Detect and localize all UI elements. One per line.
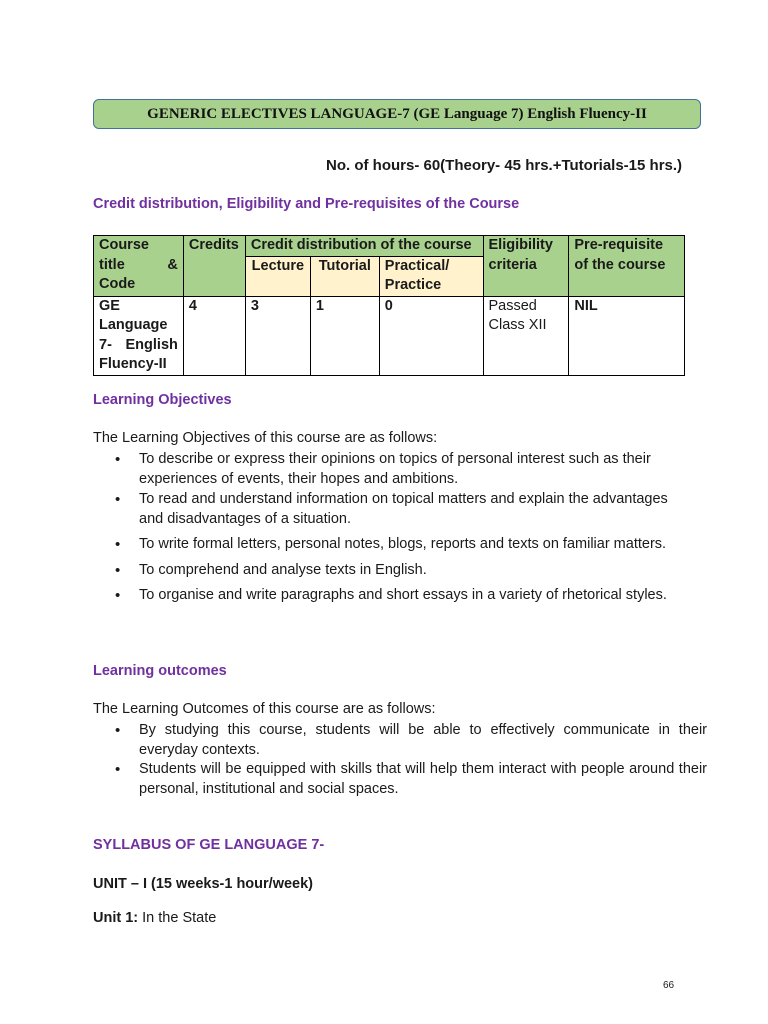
- cell-tutorial: 1: [310, 296, 379, 375]
- course-title: GENERIC ELECTIVES LANGUAGE-7 (GE Language 7) English Fluency-II: [147, 105, 647, 122]
- cell-prerequisite: NIL: [569, 296, 685, 375]
- list-item: • To describe or express their opinions on topics of personal interest such as their experiences of events, their hopes and ambitions.: [93, 450, 693, 489]
- cell-eligibility: Passed Class XII: [483, 296, 569, 375]
- cell-lecture: 3: [245, 296, 310, 375]
- list-item: • By studying this course, students will be able to effectively communicate in their everyday contexts.: [93, 721, 707, 760]
- header-eligibility: Eligibility criteria: [483, 236, 569, 297]
- header-lecture: Lecture: [245, 256, 310, 296]
- syllabus-heading: SYLLABUS OF GE LANGUAGE 7-: [93, 837, 325, 853]
- page-number: 66: [663, 980, 675, 991]
- outcomes-list: [93, 721, 707, 799]
- list-item: • To organise and write paragraphs and short essays in a variety of rhetorical styles.: [93, 586, 693, 606]
- header-credit-distribution: Credit distribution of the course: [245, 236, 483, 257]
- objectives-intro: The Learning Objectives of this course are as follows:: [93, 430, 438, 446]
- header-practical: Practical/ Practice: [379, 256, 483, 296]
- header-prerequisite: Pre-requisite of the course: [569, 236, 685, 297]
- header-credits: Credits: [183, 236, 245, 297]
- list-item: • To read and understand information on topical matters and explain the advantages and disadvantages of a situation.: [93, 490, 693, 529]
- list-item: • To write formal letters, personal notes, blogs, reports and texts on familiar matters.: [93, 535, 693, 555]
- outcomes-intro: The Learning Outcomes of this course are as follows:: [93, 701, 436, 717]
- course-title-banner: [93, 99, 701, 129]
- cell-practical: 0: [379, 296, 483, 375]
- list-item: • Students will be equipped with skills that will help them interact with people around their personal, institutional and social spaces.: [93, 760, 707, 799]
- cell-credits: 4: [183, 296, 245, 375]
- objectives-list: [93, 450, 693, 606]
- list-item: • To comprehend and analyse texts in English.: [93, 561, 693, 581]
- cell-course-code: GE Language 7- English Fluency-II: [94, 296, 184, 375]
- header-tutorial: Tutorial: [310, 256, 379, 296]
- credit-distribution-heading: Credit distribution, Eligibility and Pre-requisites of the Course: [93, 196, 520, 212]
- learning-outcomes-heading: Learning outcomes: [93, 663, 227, 679]
- header-course-title: Course title & Code: [94, 236, 184, 297]
- learning-objectives-heading: Learning Objectives: [93, 392, 232, 408]
- credit-distribution-table: [93, 235, 685, 376]
- unit-1-line: [93, 910, 216, 926]
- hours-info: No. of hours- 60(Theory- 45 hrs.+Tutorials-15 hrs.): [326, 157, 683, 174]
- unit-1-label: Unit 1:: [93, 910, 139, 926]
- unit-1-title: In the State: [138, 910, 217, 926]
- unit-heading: UNIT – I (15 weeks-1 hour/week): [93, 876, 313, 892]
